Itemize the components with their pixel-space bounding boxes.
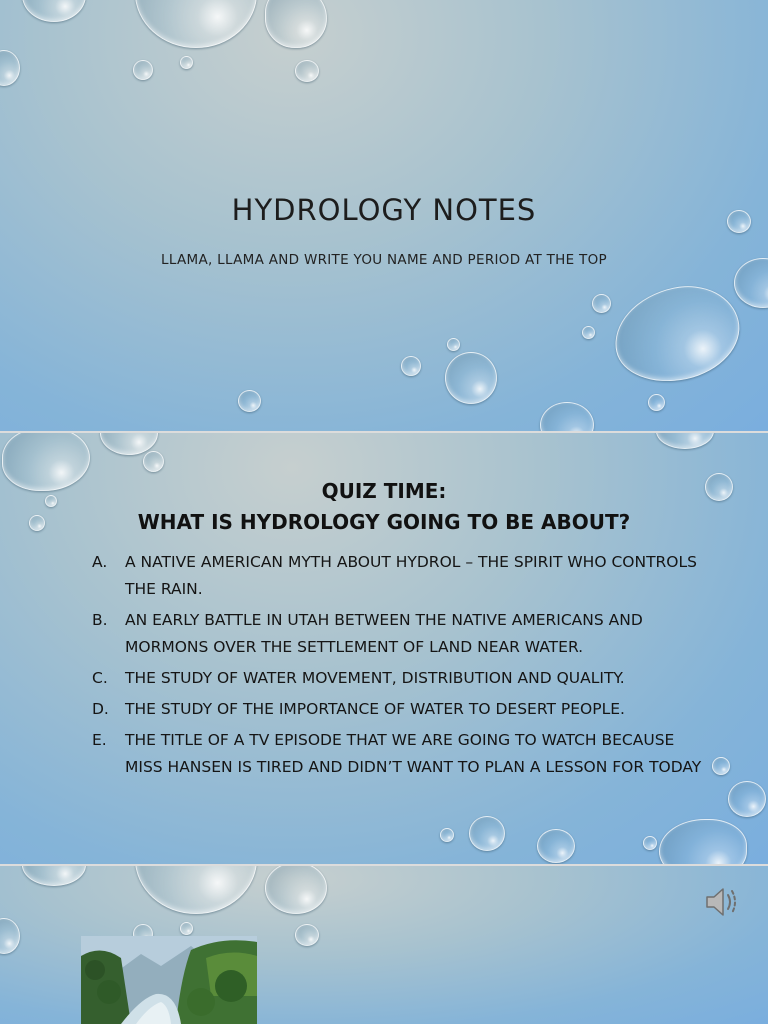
- water-drop: [592, 294, 611, 313]
- water-drop: [180, 922, 193, 935]
- answer-option-c: [92, 665, 707, 692]
- water-drop: [135, 0, 257, 48]
- option-letter: A.: [92, 553, 108, 571]
- slide-subtitle: LLAMA, LLAMA AND WRITE YOU NAME AND PERIOD AT THE TOP: [161, 252, 607, 268]
- water-drop: [469, 816, 505, 851]
- answer-options-list: [92, 549, 707, 785]
- water-drop: [180, 56, 193, 69]
- answer-option-d: [92, 696, 707, 723]
- water-drop: [447, 338, 460, 351]
- quiz-title-line-2: WHAT IS HYDROLOGY GOING TO BE ABOUT?: [137, 510, 631, 534]
- water-drop: [133, 60, 153, 80]
- water-drop: [440, 828, 454, 842]
- option-letter: E.: [92, 731, 107, 749]
- speaker-icon[interactable]: [703, 883, 741, 921]
- option-text: A NATIVE AMERICAN MYTH ABOUT HYDROL – THE SPIRIT WHO CONTROLS THE RAIN.: [125, 553, 697, 598]
- water-drop: [643, 836, 657, 850]
- water-drop: [582, 326, 595, 339]
- water-drop: [648, 394, 665, 411]
- option-letter: D.: [92, 700, 109, 718]
- quiz-title-line-1: QUIZ TIME:: [321, 479, 447, 503]
- quiz-slide: [0, 433, 768, 864]
- river-landscape-photo: [81, 936, 257, 1024]
- option-text: THE STUDY OF WATER MOVEMENT, DISTRIBUTION AND QUALITY.: [125, 669, 625, 687]
- option-text: THE STUDY OF THE IMPORTANCE OF WATER TO DESERT PEOPLE.: [125, 700, 625, 718]
- answer-option-b: [92, 607, 707, 661]
- water-drop: [238, 390, 261, 412]
- water-drop: [0, 50, 20, 86]
- water-drop: [445, 352, 497, 404]
- water-drop: [540, 402, 594, 431]
- water-drop: [135, 866, 257, 914]
- water-drop: [606, 276, 748, 392]
- water-drop: [728, 781, 766, 817]
- answer-option-a: [92, 549, 707, 603]
- water-drop: [659, 819, 747, 864]
- option-letter: B.: [92, 611, 108, 629]
- water-drop: [401, 356, 421, 376]
- quiz-title: [0, 476, 768, 538]
- water-drop: [265, 866, 327, 914]
- water-drop: [537, 829, 575, 863]
- water-drop: [295, 924, 319, 946]
- water-drop: [143, 451, 164, 472]
- option-letter: C.: [92, 669, 108, 687]
- water-drop: [656, 433, 714, 449]
- water-drop: [22, 866, 86, 886]
- media-slide: [0, 866, 768, 1024]
- water-drop: [712, 757, 730, 775]
- water-drop: [295, 60, 319, 82]
- option-text: AN EARLY BATTLE IN UTAH BETWEEN THE NATIVE AMERICANS AND MORMONS OVER THE SETTLEMENT OF LAND NEAR WATER.: [125, 611, 643, 656]
- water-drop: [22, 0, 86, 22]
- water-drop: [265, 0, 327, 48]
- water-drop: [0, 918, 20, 954]
- option-text: THE TITLE OF A TV EPISODE THAT WE ARE GOING TO WATCH BECAUSE MISS HANSEN IS TIRED AND DIDN’T WANT TO PLAN A LESSON FOR TODAY: [125, 731, 702, 776]
- title-slide: [0, 0, 768, 431]
- slide-title: HYDROLOGY NOTES: [231, 193, 537, 227]
- answer-option-e: [92, 727, 707, 781]
